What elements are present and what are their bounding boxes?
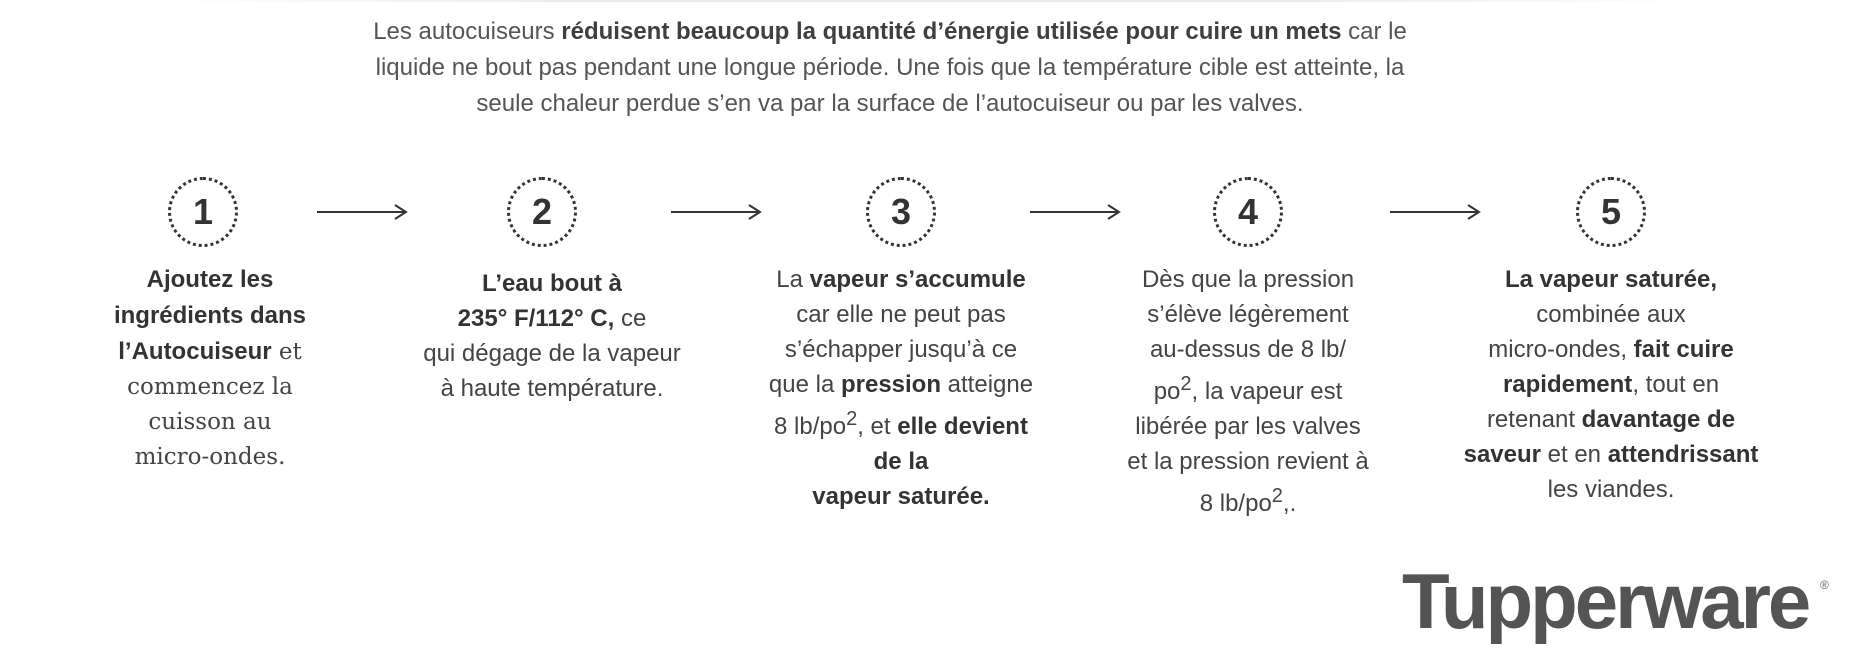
- step-bold: La vapeur saturée,: [1504, 266, 1718, 293]
- step-line: atteigne: [941, 371, 1034, 398]
- step-bold: elle devient: [897, 413, 1028, 440]
- step-4-circle: [1213, 177, 1283, 247]
- step-bold: ingrédients dans: [113, 302, 307, 329]
- step-1-text: [95, 262, 325, 475]
- intro-line: seule chaleur perdue s’en va par la surface de l’autocuiseur ou par les valves.: [476, 90, 1304, 117]
- step-line: combinée aux: [1536, 301, 1686, 328]
- step-line: 8 lb/po: [774, 413, 847, 440]
- step-line: s’élève légèrement: [1147, 301, 1349, 328]
- step-line: s’échapper jusqu’à ce: [784, 336, 1018, 363]
- step-line: au-dessus de 8 lb/: [1149, 336, 1347, 363]
- arrow-right-icon: [671, 200, 763, 224]
- step-bold: L’eau bout à: [481, 270, 622, 297]
- intro-bold: réduisent beaucoup la quantité d’énergie utilisée pour cuire un mets: [561, 18, 1342, 45]
- step-number: 1: [192, 191, 214, 232]
- superscript: 2: [1271, 485, 1283, 507]
- step-line: La: [776, 266, 810, 293]
- step-line: libérée par les valves: [1135, 413, 1361, 440]
- step-3-text: [731, 262, 1071, 514]
- intro-text: car le: [1341, 18, 1407, 45]
- superscript: 2: [1180, 373, 1192, 395]
- step-line: car elle ne peut pas: [796, 301, 1006, 328]
- step-1-circle: [168, 177, 238, 247]
- step-line: ce: [614, 305, 647, 332]
- step-number: 2: [531, 191, 553, 232]
- step-line: , la vapeur est: [1191, 378, 1343, 405]
- step-number: 3: [890, 191, 912, 232]
- step-4-text: [1078, 262, 1418, 521]
- step-bold: vapeur saturée.: [812, 483, 990, 510]
- step-line: retenant: [1486, 406, 1582, 433]
- step-line: commencez la: [127, 374, 293, 400]
- step-line: et la pression revient à: [1127, 448, 1369, 475]
- top-divider: [165, 0, 1697, 2]
- intro-paragraph: [240, 14, 1540, 122]
- step-bold: 235° F/112° C,: [457, 305, 615, 332]
- step-bold: de la: [873, 448, 929, 475]
- step-line: , tout en: [1632, 371, 1720, 398]
- step-bold: saveur: [1463, 441, 1541, 468]
- step-3-circle: [866, 177, 936, 247]
- step-bold: fait cuire: [1633, 336, 1734, 363]
- step-bold: attendrissant: [1607, 441, 1759, 468]
- tupperware-logo: Tupperware: [1402, 557, 1809, 645]
- arrow-right-icon: [1030, 200, 1122, 224]
- step-bold: rapidement: [1502, 371, 1633, 398]
- step-line: que la: [768, 371, 841, 398]
- step-line: à haute température.: [440, 375, 664, 402]
- step-bold: Ajoutez les: [146, 266, 274, 293]
- step-2-circle: [507, 177, 577, 247]
- step-2-text: [392, 266, 712, 406]
- step-5-text: [1446, 262, 1776, 507]
- step-line: Dès que la pression: [1141, 266, 1355, 293]
- step-line: ,.: [1282, 490, 1297, 517]
- step-bold: davantage de: [1581, 406, 1736, 433]
- step-line: cuisson au: [148, 409, 272, 435]
- step-number: 5: [1600, 191, 1622, 232]
- step-line: et en: [1540, 441, 1608, 468]
- step-bold: pression: [840, 371, 941, 398]
- step-line: les viandes.: [1547, 476, 1675, 503]
- intro-line: liquide ne bout pas pendant une longue période. Une fois que la température cible est atteinte, la: [375, 54, 1405, 81]
- step-line: micro-ondes.: [134, 444, 286, 470]
- step-5-circle: [1576, 177, 1646, 247]
- step-line: po: [1153, 378, 1181, 405]
- registered-mark: ®: [1820, 578, 1829, 592]
- step-line: et: [271, 339, 302, 365]
- step-bold: l’Autocuiseur: [118, 338, 272, 365]
- step-number: 4: [1237, 191, 1259, 232]
- step-line: 8 lb/po: [1199, 490, 1272, 517]
- step-line: , et: [857, 413, 898, 440]
- superscript: 2: [846, 408, 858, 430]
- arrow-right-icon: [1390, 200, 1482, 224]
- intro-text: Les autocuiseurs: [373, 18, 562, 45]
- step-line: micro-ondes,: [1488, 336, 1634, 363]
- arrow-right-icon: [317, 200, 409, 224]
- step-line: qui dégage de la vapeur: [423, 340, 681, 367]
- step-bold: vapeur s’accumule: [809, 266, 1026, 293]
